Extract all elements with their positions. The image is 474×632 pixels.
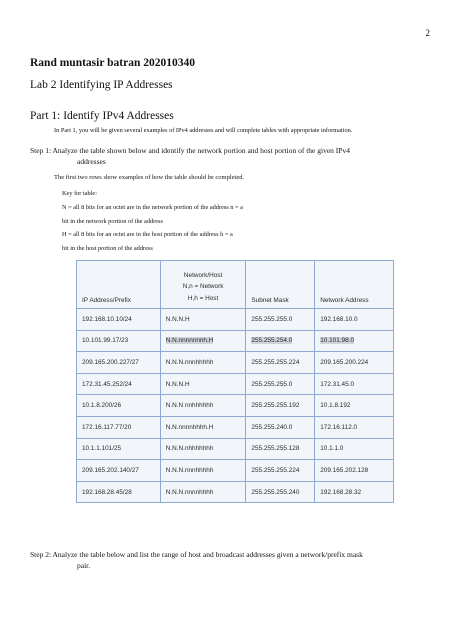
ip-prefix-cell: 10.101.99.17/23 [77, 330, 161, 352]
first-rows-note: The first two rows show examples of how the table should be completed. [54, 174, 245, 181]
header-nh-line1: Network/Host [183, 271, 223, 279]
ip-prefix-cell: 10.1.8.200/26 [77, 395, 161, 417]
subnet-mask-cell: 255.255.255.224 [246, 460, 315, 482]
subnet-mask-cell: 255.255.240.0 [246, 416, 315, 438]
ip-prefix-cell: 192.168.28.45/28 [77, 481, 161, 503]
author-line: Rand muntasir batran 202010340 [30, 57, 195, 69]
header-nh-line2: N,n = Network [182, 283, 224, 290]
key-h-line2: bit in the host portion of the address [62, 245, 153, 253]
part1-intro: In Part 1, you will be given several examples of IPv4 addresses and will complete tables with appropriate information. [54, 127, 353, 134]
table-row [77, 309, 394, 331]
header-network-host [160, 261, 246, 309]
ip-prefix-cell: 209.165.202.140/27 [77, 460, 161, 482]
key-title: Key for table: [62, 190, 97, 197]
step2-line2: pair. [77, 561, 91, 570]
network-host-cell: N.N.N.nnnnhhhh [160, 481, 246, 503]
highlighted-text: N.N.nnnnnnnh.H [165, 337, 214, 345]
network-address-cell: 172.16.112.0 [315, 416, 394, 438]
subnet-mask-cell: 255.255.255.0 [246, 309, 315, 331]
table-row [77, 352, 394, 374]
key-n-line1: N = all 8 bits for an octet are in the network portion of the address n = a [62, 203, 243, 211]
table-row [77, 438, 394, 460]
table-row [77, 373, 394, 395]
subnet-mask-cell [246, 330, 315, 352]
ip-prefix-cell: 172.31.45.252/24 [77, 373, 161, 395]
table-header-row [77, 261, 394, 309]
network-address-cell: 209.165.200.224 [315, 352, 394, 374]
ip-prefix-cell: 192.168.10.10/24 [77, 309, 161, 331]
header-ip-prefix: IP Address/Prefix [77, 261, 161, 309]
subnet-mask-cell: 255.255.255.224 [246, 352, 315, 374]
key-n-line2: bit in the network portion of the address [62, 217, 163, 225]
table-row [77, 460, 394, 482]
network-host-cell: N.N.N.nnnhhhhh [160, 352, 246, 374]
network-address-cell: 10.1.1.0 [315, 438, 394, 460]
highlighted-text: 10.101.98.0 [320, 337, 354, 345]
table-row [77, 395, 394, 417]
subnet-mask-cell: 255.255.255.128 [246, 438, 315, 460]
network-address-cell [315, 330, 394, 352]
network-address-cell: 192.168.28.32 [315, 481, 394, 503]
table-row [77, 481, 394, 503]
table-key [62, 187, 243, 256]
header-network-address: Network Address [315, 261, 394, 309]
step2-instruction [30, 549, 460, 571]
network-host-cell: N.N.N.nnnhhhhh [160, 460, 246, 482]
subnet-mask-cell: 255.255.255.192 [246, 395, 315, 417]
step2-line1: Step 2: Analyze the table below and list the range of host and broadcast addresses given a network/prefix mask [30, 550, 363, 559]
ip-prefix-cell: 172.16.117.77/20 [77, 416, 161, 438]
network-address-cell: 209.165.202.128 [315, 460, 394, 482]
key-h-line1: H = all 8 bits for an octet are in the host portion of the address h = a [62, 231, 233, 239]
network-host-cell: N.N.N.H [160, 373, 246, 395]
header-subnet-mask: Subnet Mask [246, 261, 315, 309]
subnet-mask-cell: 255.255.255.240 [246, 481, 315, 503]
network-host-cell: N.N.N.H [160, 309, 246, 331]
network-host-cell: N.N.N.nhhhhhhh [160, 438, 246, 460]
network-address-cell: 172.31.45.0 [315, 373, 394, 395]
network-host-cell: N.N.nnnnhhhh.H [160, 416, 246, 438]
step1-instruction [30, 145, 440, 167]
ip-prefix-cell: 209.165.200.227/27 [77, 352, 161, 374]
network-host-cell: N.N.N nnhhhhhh [160, 395, 246, 417]
network-address-cell: 10.1.8.192 [315, 395, 394, 417]
step1-line1: Step 1: Analyze the table shown below and identify the network portion and host portion of the given IPv4 [30, 146, 350, 155]
table-row [77, 416, 394, 438]
lab-title: Lab 2 Identifying IP Addresses [30, 79, 173, 91]
ip-prefix-cell: 10.1.1.101/25 [77, 438, 161, 460]
table-row [77, 330, 394, 352]
header-nh-line3: H,h = Host [187, 294, 219, 302]
step1-line2: addresses [77, 157, 106, 166]
highlighted-text: 255.255.254.0 [251, 337, 293, 345]
subnet-mask-cell: 255.255.255.0 [246, 373, 315, 395]
network-address-cell: 192.168.10.0 [315, 309, 394, 331]
part1-title: Part 1: Identify IPv4 Addresses [30, 110, 174, 122]
network-host-cell [160, 330, 246, 352]
page-number: 2 [425, 28, 430, 38]
ip-address-table [76, 260, 394, 503]
